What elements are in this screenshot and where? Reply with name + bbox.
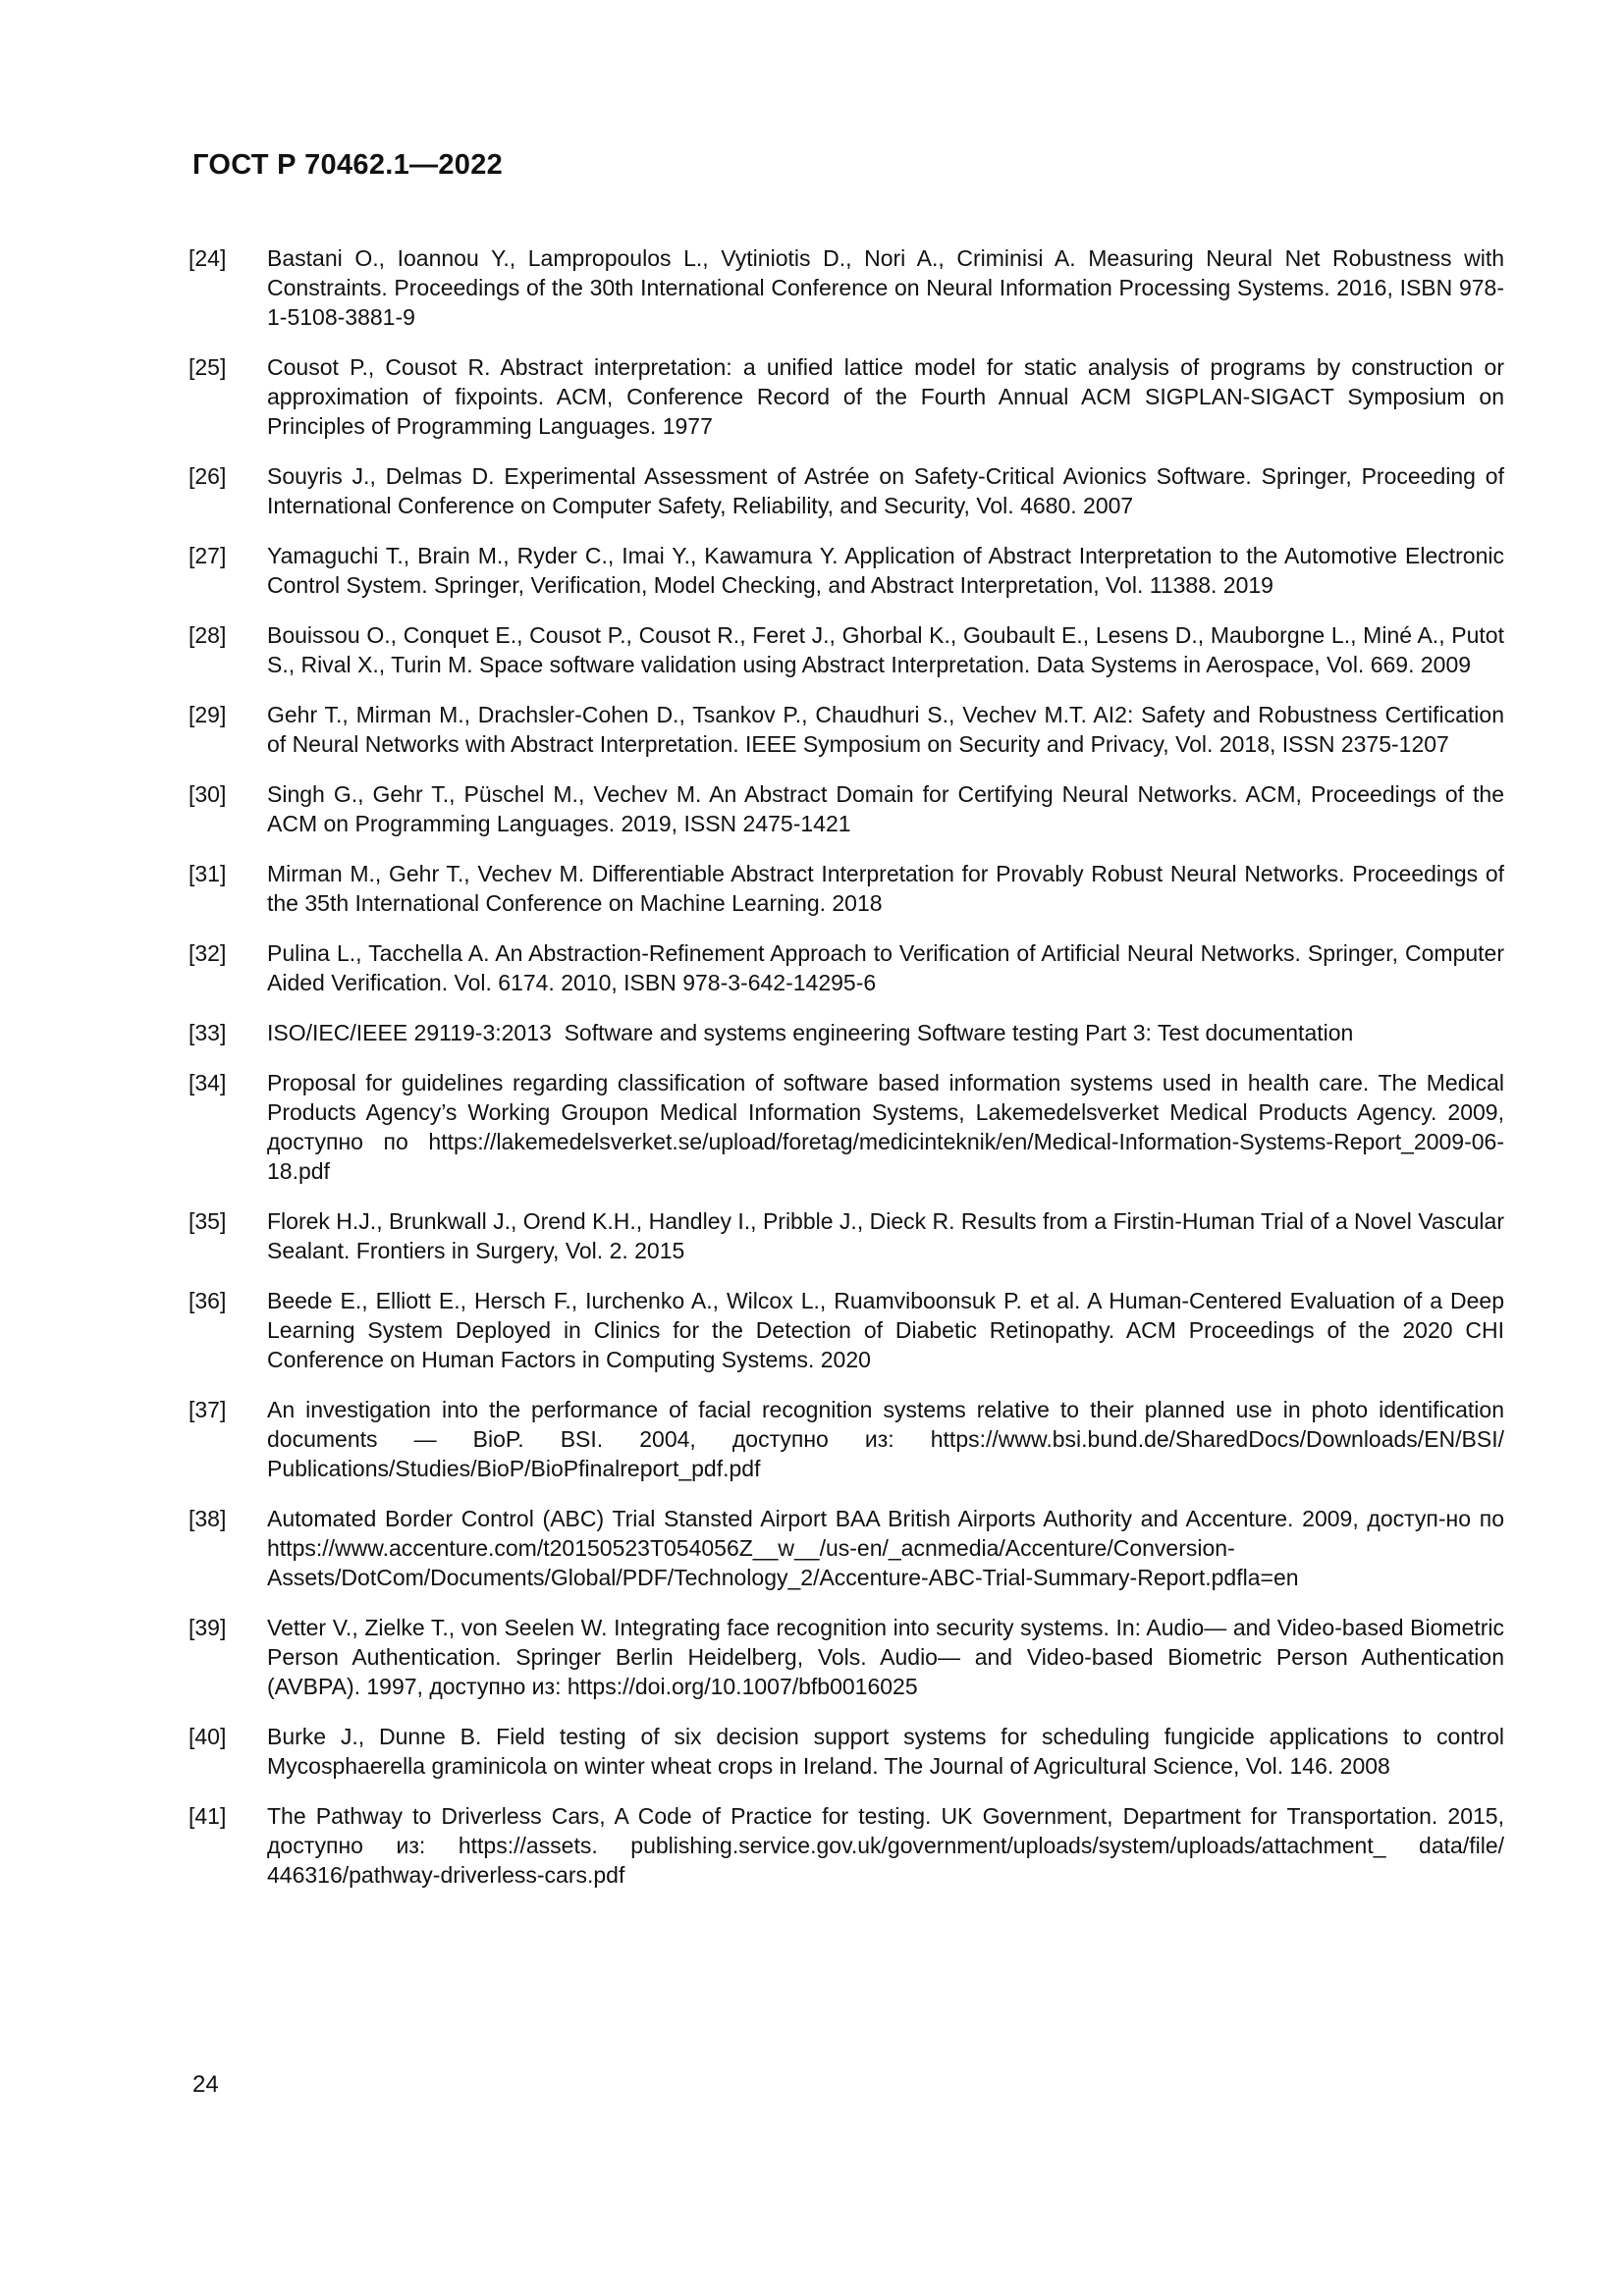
reference-text: Cousot P., Cousot R. Abstract interpretation: a unified lattice model for static analysis of programs by construction or approximation of fixpoints. ACM, Conference Record of the Fourth Annual ACM SIGPLAN-SIGACT Symposium on Principles of Programming Languages. 1977 [267, 354, 1504, 439]
reference-item [189, 352, 1504, 441]
reference-number: [27] [189, 543, 227, 568]
reference-text: Automated Border Control (ABC) Trial Stansted Airport BAA British Airports Authority and Accenture. 2009, доступ-но по https://www.accenture.com/t20150523T054056Z__w__/us-en/_acnmedia/Accenture/Conversion-Assets/DotCom/Documents/Global/PDF/Technology_2/Accenture-ABC-Trial-Summary-Report.pdfla=en [267, 1506, 1504, 1590]
reference-number: [24] [189, 245, 227, 271]
reference-number: [37] [189, 1397, 227, 1422]
reference-text: ISO/IEC/IEEE 29119-3:2013 Software and systems engineering Software testing Part 3: Test documentation [267, 1020, 1354, 1045]
reference-item [189, 1395, 1504, 1483]
reference-text: Gehr T., Mirman M., Drachsler-Cohen D., Tsankov P., Chaudhuri S., Vechev M.T. AI2: Safety and Robustness Certification of Neural Networks with Abstract Interpretation. IEEE Symposium on Security and Privacy, Vol. 2018, ISSN 2375-1207 [267, 702, 1504, 757]
reference-item [189, 1722, 1504, 1781]
reference-text: Yamaguchi T., Brain M., Ryder C., Imai Y., Kawamura Y. Application of Abstract Interpretation to the Automotive Electronic Control System. Springer, Verification, Model Checking, and Abstract Interpretation, Vol. 11388. 2019 [267, 543, 1504, 598]
reference-number: [38] [189, 1506, 227, 1531]
reference-text: Florek H.J., Brunkwall J., Orend K.H., Handley I., Pribble J., Dieck R. Results from a Firstin-Human Trial of a Novel Vascular Sealant. Frontiers in Surgery, Vol. 2. 2015 [267, 1208, 1504, 1263]
reference-text: An investigation into the performance of facial recognition systems relative to their planned use in photo identification documents — BioP. BSI. 2004, доступно из: https://www.bsi.bund.de/SharedDocs/Downloads/EN/BSI/ Publications/Studies/BioP/BioPfinalreport_pdf.pdf [267, 1397, 1504, 1481]
reference-text: Beede E., Elliott E., Hersch F., Iurchenko A., Wilcox L., Ruamviboonsuk P. et al. A Human-Centered Evaluation of a Deep Learning System Deployed in Clinics for the Detection of Diabetic Retinopathy. ACM Proceedings of the 2020 CHI Conference on Human Factors in Computing Systems. 2020 [267, 1288, 1504, 1372]
reference-item [189, 541, 1504, 600]
reference-text: Mirman M., Gehr T., Vechev M. Differentiable Abstract Interpretation for Provably Robust Neural Networks. Proceedings of the 35th International Conference on Machine Learning. 2018 [267, 861, 1504, 916]
reference-number: [36] [189, 1288, 227, 1313]
reference-text: The Pathway to Driverless Cars, A Code of Practice for testing. UK Government, Department for Transportation. 2015, доступно из: https://assets. publishing.service.gov.uk/government/uploads/system/uploads/attachment_ data/file/ 446316/pathway-driverless-cars.pdf [267, 1803, 1504, 1888]
reference-item [189, 620, 1504, 679]
reference-item [189, 1206, 1504, 1265]
reference-number: [30] [189, 781, 227, 807]
reference-item [189, 243, 1504, 332]
reference-text: Proposal for guidelines regarding classification of software based information systems used in health care. The Medical Products Agency’s Working Groupon Medical Information Systems, Lakemedelsverket Medical Products Agency. 2009, доступно по https://lakemedelsverket.se/upload/foretag/medicinteknik/en/Medical-Information-Systems-Report_2009-06-18.pdf [267, 1070, 1504, 1184]
reference-text: Pulina L., Tacchella A. An Abstraction-Refinement Approach to Verification of Artificial Neural Networks. Springer, Computer Aided Verification. Vol. 6174. 2010, ISBN 978-3-642-14295-6 [267, 940, 1504, 995]
reference-item [189, 700, 1504, 759]
reference-text: Vetter V., Zielke T., von Seelen W. Integrating face recognition into security systems. In: Audio— and Video-based Biometric Person Authentication. Springer Berlin Heidelberg, Vols. Audio— and Video-based Biometric Person Authentication (AVBPA). 1997, доступно из: https://doi.org/10.1007/bfb0016025 [267, 1615, 1504, 1699]
reference-number: [32] [189, 940, 227, 966]
reference-item [189, 779, 1504, 838]
reference-text: Bouissou O., Conquet E., Cousot P., Cousot R., Feret J., Ghorbal K., Goubault E., Lesens D., Mauborgne L., Miné A., Putot S., Rival X., Turin M. Space software validation using Abstract Interpretation. Data Systems in Aerospace, Vol. 669. 2009 [267, 622, 1504, 677]
reference-number: [34] [189, 1070, 227, 1095]
references-list [189, 243, 1504, 1910]
reference-number: [35] [189, 1208, 227, 1234]
document-header: ГОСТ Р 70462.1—2022 [192, 149, 504, 181]
reference-item [189, 1504, 1504, 1592]
reference-number: [29] [189, 702, 227, 727]
reference-item [189, 461, 1504, 520]
reference-number: [39] [189, 1615, 227, 1640]
reference-text: Burke J., Dunne B. Field testing of six decision support systems for scheduling fungicide applications to control Mycosphaerella graminicola on winter wheat crops in Ireland. The Journal of Agricultural Science, Vol. 146. 2008 [267, 1724, 1504, 1779]
reference-number: [26] [189, 463, 227, 489]
reference-number: [31] [189, 861, 227, 886]
reference-number: [28] [189, 622, 227, 648]
reference-number: [40] [189, 1724, 227, 1749]
page-number: 24 [192, 2071, 219, 2098]
reference-number: [33] [189, 1020, 227, 1045]
reference-text: Singh G., Gehr T., Püschel M., Vechev M. An Abstract Domain for Certifying Neural Networks. ACM, Proceedings of the ACM on Programming Languages. 2019, ISSN 2475-1421 [267, 781, 1504, 836]
reference-text: Bastani O., Ioannou Y., Lampropoulos L., Vytiniotis D., Nori A., Criminisi A. Measuring Neural Net Robustness with Constraints. Proceedings of the 30th International Conference on Neural Information Processing Systems. 2016, ISBN 978-1-5108-3881-9 [267, 245, 1504, 330]
reference-item [189, 1613, 1504, 1701]
reference-item [189, 1068, 1504, 1186]
reference-item [189, 938, 1504, 997]
reference-item [189, 859, 1504, 918]
reference-item [189, 1286, 1504, 1374]
reference-item [189, 1801, 1504, 1890]
reference-number: [25] [189, 354, 227, 380]
reference-text: Souyris J., Delmas D. Experimental Assessment of Astrée on Safety-Critical Avionics Software. Springer, Proceeding of International Conference on Computer Safety, Reliability, and Security, Vol. 4680. 2007 [267, 463, 1504, 518]
reference-number: [41] [189, 1803, 227, 1829]
reference-item [189, 1018, 1504, 1047]
